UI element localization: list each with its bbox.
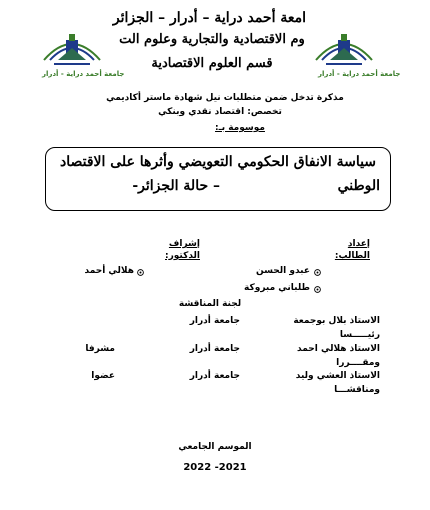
gear-icon bbox=[313, 268, 322, 277]
member-1-name: الاستاذ بلال بوجمعة bbox=[293, 316, 380, 326]
memo-titled: موسومة بـ: bbox=[215, 123, 265, 133]
gear-icon bbox=[136, 268, 145, 277]
member-3-role2: ومناقشـــا bbox=[334, 385, 380, 395]
thesis-title-line2-right: الوطني bbox=[337, 178, 380, 194]
supervision-label: إشراف bbox=[168, 239, 200, 249]
university-logo-right bbox=[312, 26, 376, 76]
committee-heading: لجنة المناقشة bbox=[178, 299, 242, 309]
gear-icon bbox=[313, 285, 322, 294]
member-2-name: الاستاذ هلالي احمد bbox=[297, 344, 380, 354]
supervisor-name: هلالي أحمد bbox=[84, 266, 134, 276]
member-1-role: رئيـــــسا bbox=[339, 330, 380, 340]
faculty-name: وم الاقتصادية والتجارية وعلوم الت bbox=[119, 32, 305, 47]
academic-season-label: الموسم الجامعي bbox=[178, 442, 252, 452]
student-name-1: عبدو الحسن bbox=[256, 266, 310, 276]
department-name: قسم العلوم الاقتصادية bbox=[151, 56, 273, 71]
academic-years: 2022 -2021 bbox=[183, 462, 247, 473]
university-logo-left bbox=[40, 26, 104, 76]
member-3-university: جامعة أدرار bbox=[189, 371, 240, 381]
memo-specialization: تخصص: اقتصاد نقدي وبنكي bbox=[158, 107, 282, 117]
member-3-role: عضوا bbox=[91, 371, 115, 381]
member-2-university: جامعة أدرار bbox=[189, 344, 240, 354]
memo-purpose: مذكرة تدخل ضمن متطلبات نيل شهادة ماستر أكاديمي bbox=[106, 93, 344, 103]
member-2-role2: ومقــــررا bbox=[336, 358, 380, 368]
member-2-role: مشرفا bbox=[85, 344, 115, 354]
logo-left-caption: جامعة أحمد دراية - أدرار bbox=[42, 70, 125, 78]
doctor-label: الدكتور: bbox=[165, 251, 200, 261]
member-3-name: الاستاذ العشي وليد bbox=[295, 371, 380, 381]
member-1-university: جامعة أدرار bbox=[189, 316, 240, 326]
thesis-title-line2-left: – حالة الجزائر- bbox=[132, 178, 220, 194]
student-name-2: طلباني مبروكة bbox=[244, 283, 310, 293]
students-label: الطالب: bbox=[334, 251, 370, 261]
university-name: امعة أحمد دراية – أدرار – الجزائر bbox=[112, 10, 306, 26]
preparation-label: إعداد bbox=[347, 239, 370, 249]
logo-right-caption: جامعة أحمد دراية - أدرار bbox=[318, 70, 401, 78]
thesis-title-line1: سياسة الانفاق الحكومي التعويضي وأثرها على الاقتصاد bbox=[59, 154, 377, 170]
